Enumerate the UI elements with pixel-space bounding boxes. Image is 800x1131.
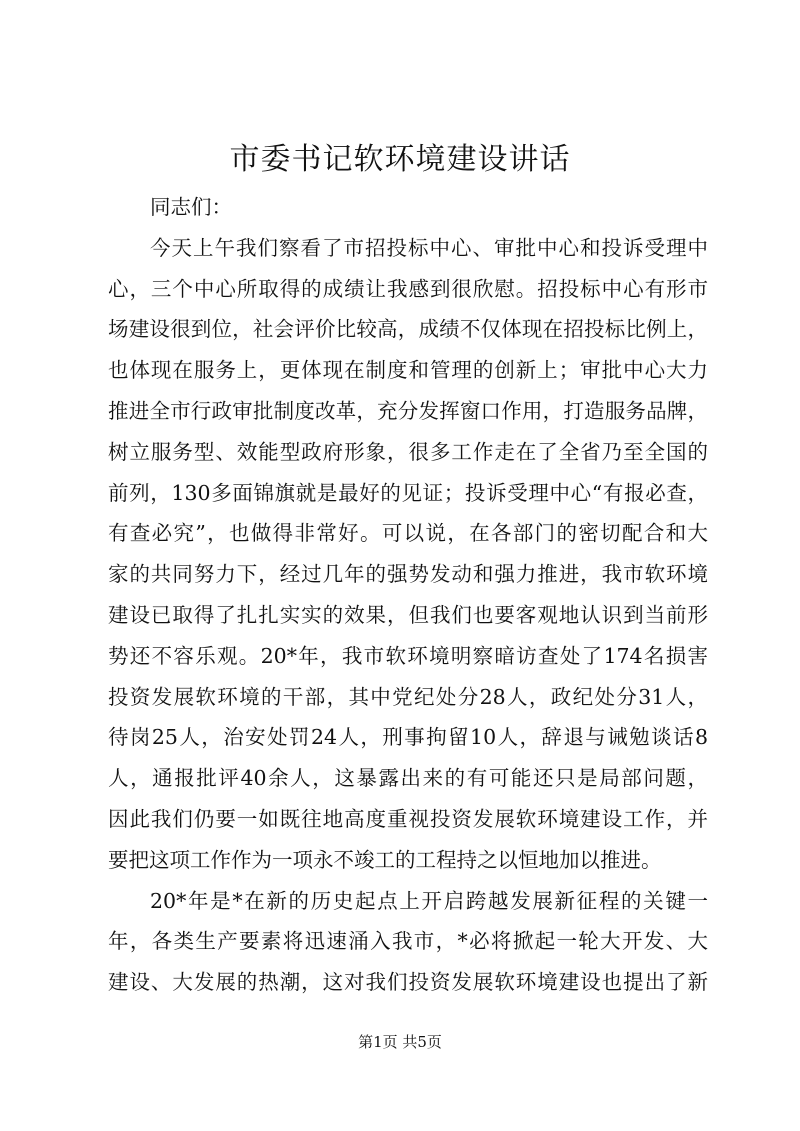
document-body xyxy=(108,187,708,1003)
paragraph-1-line: 前列，130多面锦旗就是最好的见证；投诉受理中心“有报必查， xyxy=(108,480,708,505)
paragraph-1-line: 建设已取得了扎扎实实的效果，但我们也要客观地认识到当前形 xyxy=(108,602,708,627)
paragraph-1-line: 今天上午我们察看了市招投标中心、审批中心和投诉受理中 xyxy=(150,235,708,260)
salutation: 同志们： xyxy=(150,195,232,219)
page-number-footer: 第1页 共5页 xyxy=(358,1033,442,1051)
paragraph-1-line: 因此我们仍要一如既往地高度重视投资发展软环境建设工作，并 xyxy=(108,806,708,831)
paragraph-1-line: 心，三个中心所取得的成绩让我感到很欣慰。招投标中心有形市 xyxy=(108,276,708,301)
paragraph-1-line: 势还不容乐观。20*年，我市软环境明察暗访查处了174名损害 xyxy=(108,643,708,668)
paragraph-1-line: 场建设很到位，社会评价比较高，成绩不仅体现在招投标比例上， xyxy=(108,317,708,342)
paragraph-1-line: 有查必究”，也做得非常好。可以说，在各部门的密切配合和大 xyxy=(108,521,708,546)
document-title: 市委书记软环境建设讲话 xyxy=(229,142,571,177)
paragraph-1-line: 推进全市行政审批制度改革，充分发挥窗口作用，打造服务品牌， xyxy=(108,398,708,423)
paragraph-1-line: 也体现在服务上，更体现在制度和管理的创新上；审批中心大力 xyxy=(108,358,708,383)
paragraph-1-line: 要把这项工作作为一项永不竣工的工程持之以恒地加以推进。 xyxy=(108,847,662,872)
paragraph-1-line: 投资发展软环境的干部，其中党纪处分28人，政纪处分31人， xyxy=(108,684,708,709)
paragraph-1-line: 人，通报批评40余人，这暴露出来的有可能还只是局部问题， xyxy=(108,766,708,791)
paragraph-1-line: 待岗25人，治安处罚24人，刑事拘留10人，辞退与诫勉谈话8 xyxy=(108,725,708,750)
paragraph-1-line: 家的共同努力下，经过几年的强势发动和强力推进，我市软环境 xyxy=(108,562,708,587)
paragraph-1-line: 树立服务型、效能型政府形象，很多工作走在了全省乃至全国的 xyxy=(108,439,708,464)
paragraph-2-line: 年，各类生产要素将迅速涌入我市，*必将掀起一轮大开发、大 xyxy=(108,929,708,954)
paragraph-2-line: 20*年是*在新的历史起点上开启跨越发展新征程的关键一 xyxy=(150,888,708,913)
paragraph-2-line: 建设、大发展的热潮，这对我们投资发展软环境建设也提出了新 xyxy=(108,970,708,995)
